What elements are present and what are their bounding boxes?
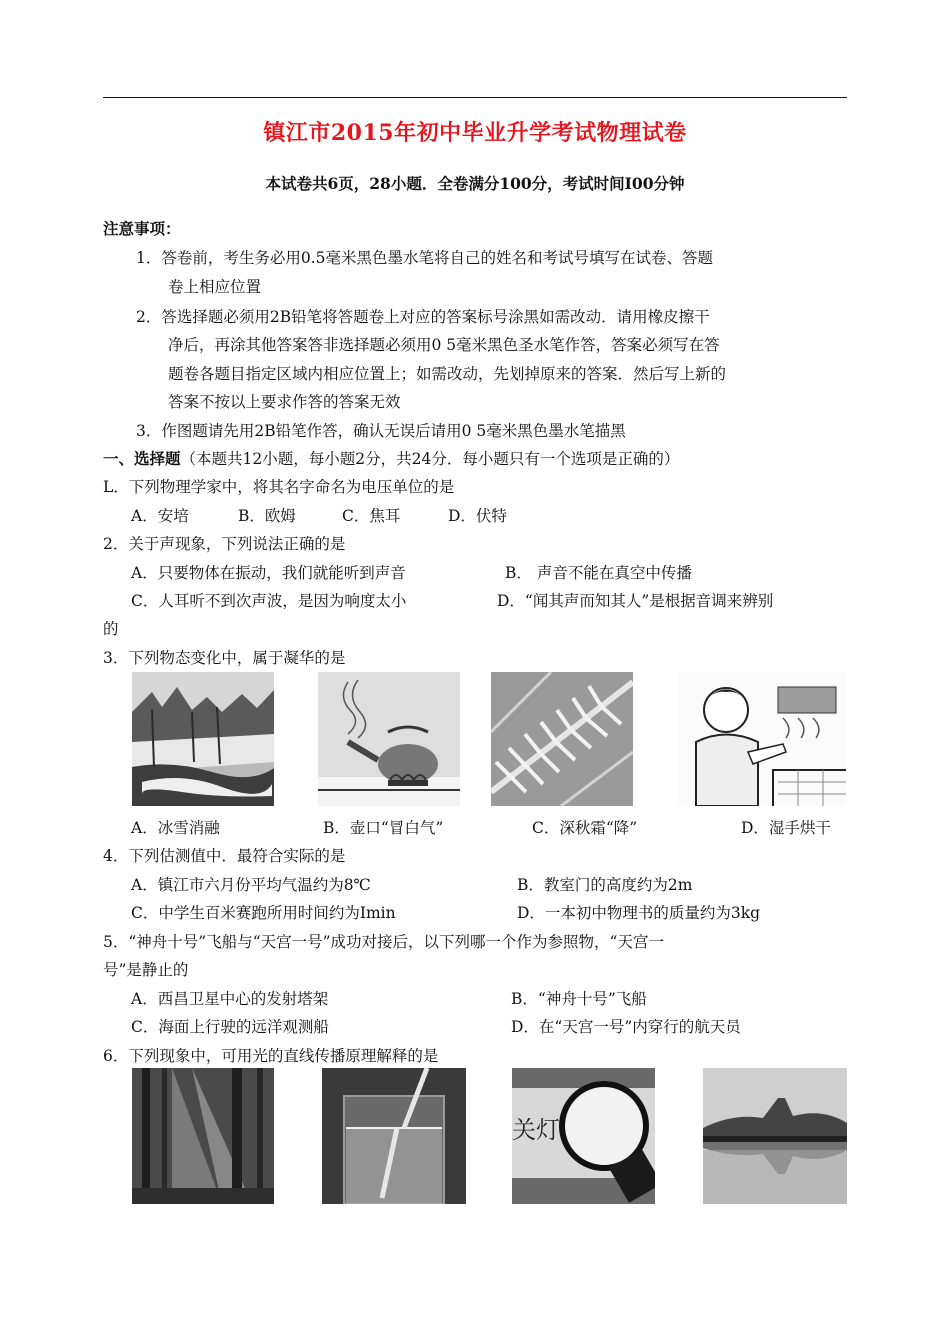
lake-reflection-photo — [703, 1068, 847, 1204]
q4-option-d: D．一本初中物理书的质量约为3kg — [517, 904, 761, 922]
magnifier-sign-photo — [512, 1068, 655, 1204]
forest-light-photo — [132, 1068, 274, 1204]
notice-item-1: 1．答卷前，考生务必用0.5毫米黑色墨水笔将自己的姓名和考试号填写在试卷、答题 — [136, 249, 714, 267]
q5-stem-cont: 号”是静止的 — [103, 961, 189, 979]
q3-option-d: D．湿手烘干 — [741, 819, 831, 837]
q5-option-d: D．在“天宫一号”内穿行的航天员 — [511, 1018, 741, 1036]
exam-subtitle: 本试卷共6页，28小题．全卷满分100分，考试时间I00分钟 — [265, 174, 685, 193]
section-heading — [103, 448, 679, 470]
q2-option-a: A．只要物体在振动，我们就能听到声音 — [131, 564, 406, 582]
q3-stem: 3．下列物态变化中，属于凝华的是 — [103, 649, 346, 667]
q2-option-c: C．人耳听不到次声波，是因为响度太小 — [131, 592, 407, 610]
q2-option-d-wrap: 的 — [103, 620, 119, 638]
q5-option-b: B．“神舟十号”飞船 — [511, 990, 647, 1008]
q3-option-c: C．深秋霜“降” — [532, 819, 638, 837]
q4-option-a: A．镇江市六月份平均气温约为8℃ — [131, 876, 371, 894]
section-desc: （本题共12小题，每小题2分，共24分．每小题只有一个选项是正确的） — [180, 450, 680, 468]
q4-option-b: B．教室门的高度约为2m — [517, 876, 693, 894]
q2-option-b: B． 声音不能在真空中传播 — [505, 564, 692, 582]
q2-stem: 2．关于声现象，下列说法正确的是 — [103, 535, 346, 553]
q4-option-c: C．中学生百米赛跑所用时间约为Imin — [131, 904, 396, 922]
q1-option-d: D．伏特 — [448, 507, 507, 525]
q5-option-c: C．海面上行驶的远洋观测船 — [131, 1018, 329, 1036]
q1-stem: L．下列物理学家中，将其名字命名为电压单位的是 — [103, 478, 455, 496]
q5-option-a: A．西昌卫星中心的发射塔架 — [131, 990, 329, 1008]
q5-stem: 5．“神舟十号”飞船与“天宫一号”成功对接后，以下列哪一个作为参照物，“天宫一 — [103, 933, 664, 951]
top-rule — [103, 97, 847, 98]
q1-option-a: A．安培 — [131, 507, 189, 525]
exam-title: 镇江市2015年初中毕业升学考试物理试卷 — [263, 120, 687, 146]
notice-item-2: 2．答选择题必须用2B铅笔将答题卷上对应的答案标号涂黑如需改动．请用橡皮擦干 — [136, 308, 710, 326]
q4-stem: 4．下列估测值中．最符合实际的是 — [103, 847, 346, 865]
notice-item-2-cont-3: 答案不按以上要求作答的答案无效 — [168, 393, 401, 411]
section-title: 一、选择题 — [103, 449, 181, 468]
notice-item-2-cont-1: 净后，再涂其他答案答非选择题必须用0 5毫米黑色圣水笔作答，答案必须写在答 — [168, 336, 720, 354]
straw-in-water-photo — [322, 1068, 466, 1204]
notice-item-3: 3．作图题请先用2B铅笔作答，确认无误后请用0 5毫米黑色墨水笔描黑 — [136, 422, 626, 440]
q3-option-b: B．壶口“冒白气” — [323, 819, 444, 837]
q2-option-d: D．“闻其声而知其人”是根据音调来辨别 — [497, 592, 774, 610]
frost-pine-photo — [491, 672, 633, 806]
notice-item-2-cont-2: 题卷各题目指定区域内相应位置上；如需改动，先划掉原来的答案．然后写上新的 — [168, 365, 727, 383]
q6-stem: 6．下列现象中，可用光的直线传播原理解释的是 — [103, 1047, 439, 1065]
q3-option-a: A．冰雪消融 — [131, 819, 220, 837]
notice-item-1-cont: 卷上相应位置 — [168, 278, 262, 296]
hand-dryer-drawing — [678, 672, 846, 806]
q1-option-c: C．焦耳 — [342, 507, 401, 525]
notice-heading: 注意事项： — [103, 219, 181, 238]
snow-melting-photo — [132, 672, 274, 806]
kettle-steam-drawing — [318, 672, 460, 806]
sign-text: 关灯 — [512, 1116, 560, 1144]
q1-option-b: B．欧姆 — [238, 507, 296, 525]
